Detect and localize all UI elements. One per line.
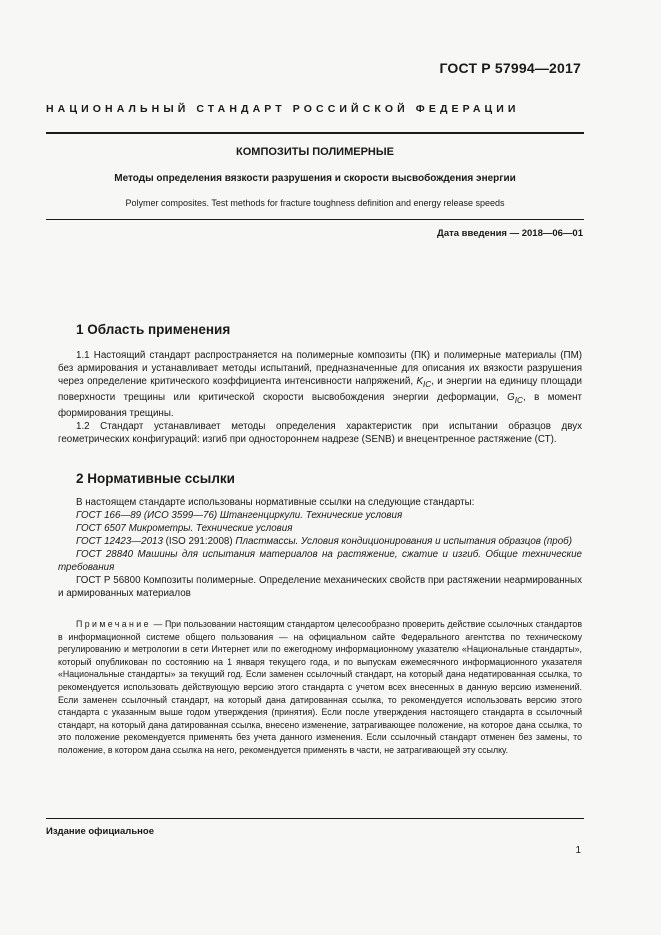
p11-text-a: 1.1 Настоящий стандарт распространяется на полимерные композиты (ПК) и полимерные материалы (ПМ) без армирования и устанавливает методы испытаний, предназначенные для описания их вязкости разрушения через определение критического коэффициента интенсивности напряжений, bbox=[58, 350, 582, 387]
reference-item: ГОСТ Р 56800 Композиты полимерные. Определение механических свойств при растяжении неармированных и армированных материалов bbox=[58, 575, 582, 599]
reference-text: ГОСТ 166—89 (ИСО 3599—76) Штангенциркули. Технические условия bbox=[76, 510, 403, 521]
page-number: 1 bbox=[575, 845, 581, 856]
reference-text: Пластмассы. Условия кондиционирования и испытания образцов (проб) bbox=[235, 536, 572, 547]
reference-code: ГОСТ 12423—2013 bbox=[76, 536, 163, 547]
note-block bbox=[58, 618, 582, 757]
reference-text: ГОСТ 28840 Машины для испытания материалов на растяжение, сжатие и изгиб. Общие технические требования bbox=[58, 549, 582, 573]
k-symbol: K bbox=[416, 376, 424, 387]
edition-label: Издание официальное bbox=[46, 826, 154, 837]
national-standard-title: НАЦИОНАЛЬНЫЙ СТАНДАРТ РОССИЙСКОЙ ФЕДЕРАЦИИ bbox=[46, 103, 520, 115]
document-subtitle-english: Polymer composites. Test methods for fracture toughness definition and energy release speeds bbox=[125, 198, 505, 208]
reference-text: ГОСТ 6507 Микрометры. Технические условия bbox=[76, 523, 293, 534]
document-subtitle: Методы определения вязкости разрушения и скорости высвобождения энергии bbox=[114, 173, 516, 184]
note-paragraph bbox=[58, 618, 582, 757]
p11-text-c: , в момент формирования трещины. bbox=[58, 391, 582, 419]
reference-item bbox=[58, 509, 582, 522]
top-divider bbox=[46, 132, 584, 134]
g-subscript: IC bbox=[514, 395, 523, 405]
note-label: Примечание bbox=[76, 619, 151, 629]
section-1-heading: 1 Область применения bbox=[76, 322, 231, 337]
paragraph-1-1 bbox=[58, 349, 582, 420]
references-intro: В настоящем стандарте использованы нормативные ссылки на следующие стандарты: bbox=[76, 497, 475, 508]
section-1-body bbox=[58, 349, 582, 446]
introduction-date: Дата введения — 2018—06—01 bbox=[437, 228, 583, 239]
k-subscript: IC bbox=[423, 379, 432, 389]
reference-iso: (ISO 291:2008) bbox=[162, 536, 236, 547]
g-symbol: G bbox=[507, 391, 515, 403]
section-2-body bbox=[58, 496, 582, 600]
section-2-heading: 2 Нормативные ссылки bbox=[76, 471, 235, 486]
note-text: — При пользовании настоящим стандартом целесообразно проверить действие ссылочных стандартов в информационной системе общего пользования — на официальном сайте Федерального агентства по техническому регулированию и метрологии в сети Интернет или по ежегодному информационному указателю «Национальные стандарты», который опубликован по состоянию на 1 января текущего года, и по выпускам ежемесячного информационного указателя «Национальные стандарты» за текущий год. Если заменен ссылочный стандарт, на который дана недатированная ссылка, то рекомендуется использовать действующую версию этого стандарта с учетом всех внесенных в данную версию изменений. Если заменен ссылочный стандарт, на который дана датированная ссылка, то рекомендуется использовать версию этого стандарта с указанным выше годом утверждения (принятия). Если после утверждения настоящего стандарта в ссылочный стандарт, на который дана датированная ссылка, внесено изменение, затрагивающее положение, на которое дана ссылка, то это положение рекомендуется применять без учета данного изменения. Если ссылочный стандарт отменен без замены, то положение, в котором дана ссылка на него, рекомендуется применять в части, не затрагивающей эту ссылку. bbox=[58, 619, 582, 755]
reference-item bbox=[58, 548, 582, 574]
p11-text-b: , и энергии на единицу площади поверхности трещины или критической скорости высвобождения энергии деформации, bbox=[58, 376, 582, 403]
reference-item bbox=[58, 535, 582, 548]
footer-divider bbox=[46, 818, 584, 819]
title-divider bbox=[46, 219, 584, 220]
reference-item bbox=[58, 522, 582, 535]
document-title: КОМПОЗИТЫ ПОЛИМЕРНЫЕ bbox=[236, 146, 394, 158]
gost-code: ГОСТ Р 57994—2017 bbox=[439, 60, 581, 76]
paragraph-1-2: 1.2 Стандарт устанавливает методы определения характеристик при испытании образцов двух геометрических конфигураций: изгиб при одностороннем надрезе (SENB) и внецентренное растяжение (СТ). bbox=[58, 420, 582, 445]
